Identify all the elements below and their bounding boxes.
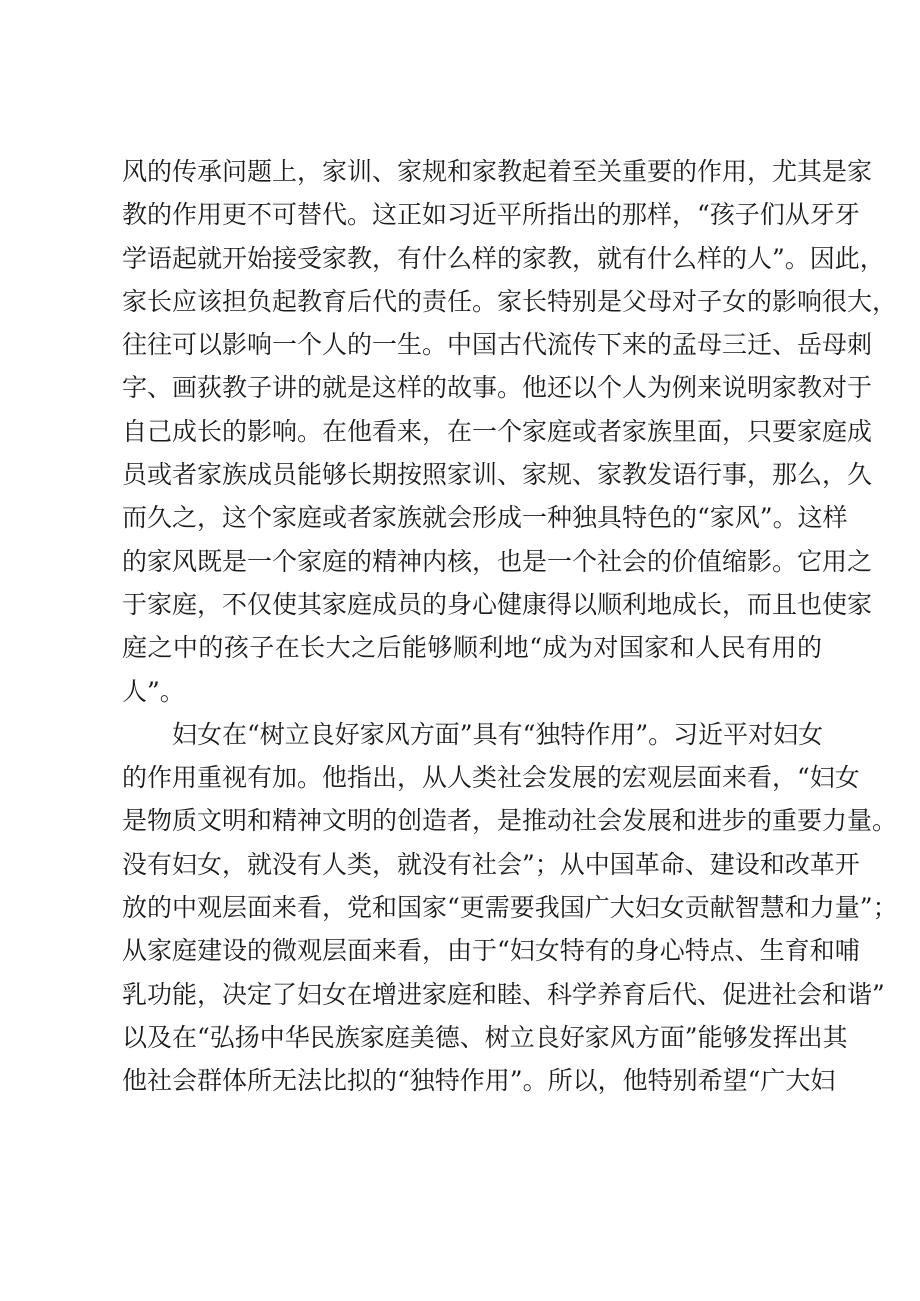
text-line: 妇女在“树立良好家风方面”具有“独特作用”。习近平对妇女 [172, 719, 824, 749]
paragraph-1 [122, 150, 898, 713]
text-line: 学语起就开始接受家教，有什么样的家教，就有什么样的人”。因此， [122, 243, 885, 273]
text-line: 人”。 [122, 676, 185, 706]
text-line: 乳功能，决定了妇女在增进家庭和睦、科学养育后代、促进社会和谐” [122, 979, 885, 1009]
text-line: 家长应该担负起教育后代的责任。家长特别是父母对子女的影响很大， [122, 286, 898, 316]
text-line: 风的传承问题上，家训、家规和家教起着至关重要的作用，尤其是家 [122, 157, 873, 186]
paragraph-2 [122, 713, 898, 1103]
text-line: 自己成长的影响。在他看来，在一个家庭或者家族里面，只要家庭成 [122, 416, 873, 446]
text-line: 没有妇女，就没有人类，就没有社会”；从中国革命、建设和改革开 [122, 849, 860, 879]
text-line: 字、画荻教子讲的就是这样的故事。他还以个人为例来说明家教对于 [122, 373, 873, 403]
text-line: 而久之，这个家庭或者家族就会形成一种独具特色的“家风”。这样 [122, 503, 848, 533]
text-line: 于家庭，不仅使其家庭成员的身心健康得以顺利地成长，而且也使家 [122, 589, 873, 619]
text-line: 从家庭建设的微观层面来看，由于“妇女特有的身心特点、生育和哺 [122, 936, 860, 966]
text-line: 员或者家族成员能够长期按照家训、家规、家教发语行事，那么，久 [122, 460, 873, 490]
text-line: 往往可以影响一个人的一生。中国古代流传下来的孟母三迁、岳母刺 [122, 330, 873, 360]
text-line: 的家风既是一个家庭的精神内核，也是一个社会的价值缩影。它用之 [122, 546, 873, 576]
text-line: 他社会群体所无法比拟的“独特作用”。所以，他特别希望“广大妇 [122, 1066, 836, 1096]
text-line: 以及在“弘扬中华民族家庭美德、树立良好家风方面”能够发挥出其 [122, 1022, 848, 1052]
body-text [122, 150, 898, 1103]
text-line: 的作用重视有加。他指出，从人类社会发展的宏观层面来看，“妇女 [122, 763, 860, 793]
text-line: 庭之中的孩子在长大之后能够顺利地“成为对国家和人民有用的 [122, 633, 822, 663]
text-line: 是物质文明和精神文明的创造者，是推动社会发展和进步的重要力量。 [122, 806, 898, 836]
text-line: 放的中观层面来看，党和国家“更需要我国广大妇女贡献智慧和力量”； [122, 893, 898, 923]
text-line: 教的作用更不可替代。这正如习近平所指出的那样，“孩子们从牙牙 [122, 200, 860, 230]
